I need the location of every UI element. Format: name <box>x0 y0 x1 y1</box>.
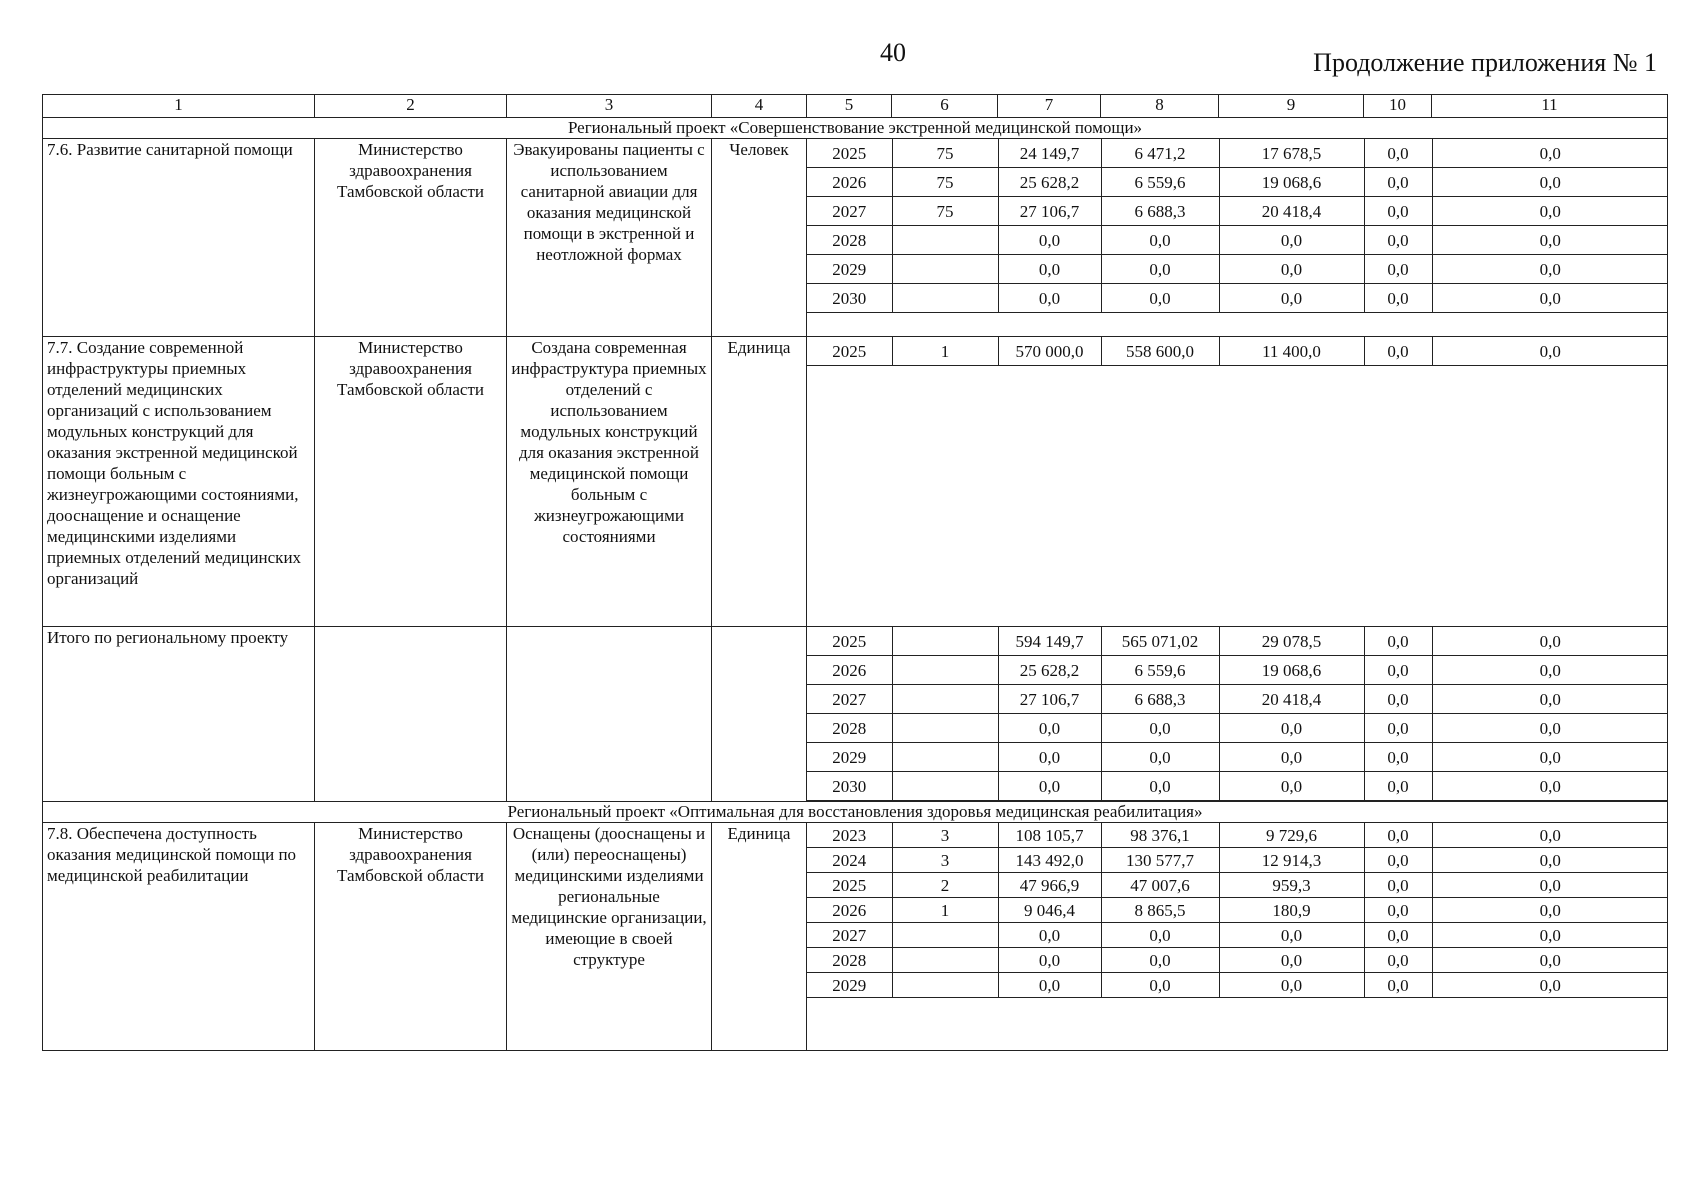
cell-c11: 0,0 <box>1432 139 1668 168</box>
cell-c7: 0,0 <box>998 973 1101 998</box>
year-row <box>807 627 1668 656</box>
cell-v: 3 <box>892 848 998 873</box>
cell-c7: 27 106,7 <box>998 197 1101 226</box>
row-ministry: Министерство здравоохранения Тамбовской области <box>315 337 507 627</box>
column-header: 4 <box>712 95 807 118</box>
cell-y: 2028 <box>807 948 892 973</box>
row-name: Итого по региональному проекту <box>43 627 315 802</box>
cell-c7: 0,0 <box>998 226 1101 255</box>
cell-v <box>892 255 998 284</box>
column-header: 7 <box>998 95 1101 118</box>
cell-v: 2 <box>892 873 998 898</box>
cell-c10: 0,0 <box>1364 255 1432 284</box>
cell-v <box>892 656 998 685</box>
cell-c8: 558 600,0 <box>1101 337 1219 366</box>
cell-c7: 0,0 <box>998 284 1101 313</box>
cell-c7: 594 149,7 <box>998 627 1101 656</box>
year-row <box>807 743 1668 772</box>
cell-c7: 25 628,2 <box>998 656 1101 685</box>
year-values <box>807 627 1668 802</box>
cell-y: 2028 <box>807 714 892 743</box>
cell-c7: 0,0 <box>998 772 1101 801</box>
year-values-table <box>807 139 1668 313</box>
column-header: 3 <box>507 95 712 118</box>
cell-c10: 0,0 <box>1364 627 1432 656</box>
year-row <box>807 284 1668 313</box>
year-row <box>807 337 1668 366</box>
cell-c10: 0,0 <box>1364 923 1432 948</box>
cell-y: 2025 <box>807 139 892 168</box>
year-row <box>807 255 1668 284</box>
column-header: 10 <box>1364 95 1432 118</box>
cell-c9: 20 418,4 <box>1219 685 1364 714</box>
year-row <box>807 923 1668 948</box>
cell-v: 1 <box>892 898 998 923</box>
cell-c10: 0,0 <box>1364 197 1432 226</box>
cell-c7: 0,0 <box>998 923 1101 948</box>
cell-c8: 6 688,3 <box>1101 685 1219 714</box>
cell-v <box>892 714 998 743</box>
year-row <box>807 168 1668 197</box>
cell-v <box>892 284 998 313</box>
cell-c9: 0,0 <box>1219 772 1364 801</box>
cell-c8: 6 559,6 <box>1101 168 1219 197</box>
cell-c8: 6 471,2 <box>1101 139 1219 168</box>
cell-c8: 0,0 <box>1101 923 1219 948</box>
cell-c10: 0,0 <box>1364 284 1432 313</box>
cell-c10: 0,0 <box>1364 848 1432 873</box>
cell-c10: 0,0 <box>1364 823 1432 848</box>
row-ministry: Министерство здравоохранения Тамбовской области <box>315 823 507 1051</box>
year-row <box>807 772 1668 801</box>
page-number: 40 <box>880 38 906 67</box>
year-values-table <box>807 627 1668 801</box>
year-values-table <box>807 337 1668 366</box>
cell-y: 2027 <box>807 197 892 226</box>
row-ministry: Министерство здравоохранения Тамбовской области <box>315 139 507 337</box>
year-row <box>807 226 1668 255</box>
cell-v: 3 <box>892 823 998 848</box>
section-header-row <box>43 118 1668 139</box>
cell-c11: 0,0 <box>1432 898 1668 923</box>
row-result <box>507 627 712 802</box>
section-header-row <box>43 802 1668 823</box>
cell-y: 2029 <box>807 255 892 284</box>
cell-y: 2025 <box>807 873 892 898</box>
cell-v <box>892 685 998 714</box>
annex-title: Продолжение приложения № 1 <box>1313 48 1657 77</box>
cell-c11: 0,0 <box>1432 284 1668 313</box>
cell-v: 75 <box>892 168 998 197</box>
cell-c9: 12 914,3 <box>1219 848 1364 873</box>
cell-c7: 9 046,4 <box>998 898 1101 923</box>
cell-c11: 0,0 <box>1432 226 1668 255</box>
year-row <box>807 139 1668 168</box>
section-title: Региональный проект «Совершенствование экстренной медицинской помощи» <box>43 118 1668 139</box>
cell-y: 2026 <box>807 168 892 197</box>
cell-c11: 0,0 <box>1432 255 1668 284</box>
column-header: 8 <box>1101 95 1219 118</box>
cell-c10: 0,0 <box>1364 772 1432 801</box>
column-header: 6 <box>892 95 998 118</box>
cell-c9: 0,0 <box>1219 743 1364 772</box>
cell-c9: 0,0 <box>1219 973 1364 998</box>
cell-c10: 0,0 <box>1364 168 1432 197</box>
year-row <box>807 898 1668 923</box>
program-table <box>42 94 1668 1051</box>
cell-c9: 11 400,0 <box>1219 337 1364 366</box>
cell-c8: 98 376,1 <box>1101 823 1219 848</box>
year-values-table <box>807 823 1668 998</box>
column-header: 2 <box>315 95 507 118</box>
row-name: 7.7. Создание современной инфраструктуры приемных отделений медицинских организаций с использованием модульных конструкций для оказания экстренной медицинской помощи больным с жизнеугрожающими состояниями, дооснащение и оснащение медицинскими изделиями приемных отделений медицинских организаций <box>43 337 315 627</box>
cell-c11: 0,0 <box>1432 714 1668 743</box>
year-row <box>807 685 1668 714</box>
year-row <box>807 197 1668 226</box>
cell-c8: 0,0 <box>1101 973 1219 998</box>
cell-c10: 0,0 <box>1364 898 1432 923</box>
header-row <box>43 95 1668 118</box>
row-ministry <box>315 627 507 802</box>
cell-c11: 0,0 <box>1432 823 1668 848</box>
year-values <box>807 139 1668 337</box>
cell-y: 2029 <box>807 973 892 998</box>
cell-c11: 0,0 <box>1432 772 1668 801</box>
cell-c8: 0,0 <box>1101 772 1219 801</box>
cell-v <box>892 627 998 656</box>
column-header: 11 <box>1432 95 1668 118</box>
cell-c11: 0,0 <box>1432 168 1668 197</box>
cell-c11: 0,0 <box>1432 948 1668 973</box>
cell-c9: 19 068,6 <box>1219 168 1364 197</box>
cell-v <box>892 923 998 948</box>
cell-c10: 0,0 <box>1364 685 1432 714</box>
cell-c9: 0,0 <box>1219 226 1364 255</box>
row-result: Эвакуированы пациенты с использованием санитарной авиации для оказания медицинской помощи в экстренной и неотложной формах <box>507 139 712 337</box>
year-row <box>807 823 1668 848</box>
cell-y: 2024 <box>807 848 892 873</box>
cell-c9: 0,0 <box>1219 284 1364 313</box>
cell-c7: 0,0 <box>998 948 1101 973</box>
year-row <box>807 656 1668 685</box>
cell-c9: 0,0 <box>1219 255 1364 284</box>
cell-c10: 0,0 <box>1364 873 1432 898</box>
cell-y: 2025 <box>807 627 892 656</box>
row-name: 7.8. Обеспечена доступность оказания медицинской помощи по медицинской реабилитации <box>43 823 315 1051</box>
cell-c7: 25 628,2 <box>998 168 1101 197</box>
cell-c11: 0,0 <box>1432 627 1668 656</box>
cell-c9: 959,3 <box>1219 873 1364 898</box>
year-values <box>807 823 1668 1051</box>
row-result: Оснащены (дооснащены и (или) переоснащены) медицинскими изделиями региональные медицинские организации, имеющие в своей структуре <box>507 823 712 1051</box>
cell-c11: 0,0 <box>1432 197 1668 226</box>
cell-c9: 0,0 <box>1219 714 1364 743</box>
cell-c9: 17 678,5 <box>1219 139 1364 168</box>
cell-y: 2027 <box>807 685 892 714</box>
cell-c8: 6 559,6 <box>1101 656 1219 685</box>
cell-c8: 0,0 <box>1101 743 1219 772</box>
cell-c9: 29 078,5 <box>1219 627 1364 656</box>
table-row <box>43 627 1668 802</box>
year-row <box>807 714 1668 743</box>
cell-c11: 0,0 <box>1432 848 1668 873</box>
cell-y: 2023 <box>807 823 892 848</box>
cell-c11: 0,0 <box>1432 685 1668 714</box>
cell-c9: 0,0 <box>1219 948 1364 973</box>
year-values <box>807 337 1668 627</box>
cell-v <box>892 743 998 772</box>
cell-c8: 0,0 <box>1101 714 1219 743</box>
cell-y: 2027 <box>807 923 892 948</box>
cell-y: 2026 <box>807 656 892 685</box>
cell-c7: 0,0 <box>998 743 1101 772</box>
cell-y: 2025 <box>807 337 892 366</box>
cell-c8: 47 007,6 <box>1101 873 1219 898</box>
cell-v <box>892 973 998 998</box>
cell-c10: 0,0 <box>1364 139 1432 168</box>
year-row <box>807 973 1668 998</box>
cell-c10: 0,0 <box>1364 743 1432 772</box>
row-unit: Единица <box>712 337 807 627</box>
cell-c9: 20 418,4 <box>1219 197 1364 226</box>
row-name: 7.6. Развитие санитарной помощи <box>43 139 315 337</box>
section-title: Региональный проект «Оптимальная для восстановления здоровья медицинская реабилитация» <box>43 802 1668 823</box>
cell-c9: 9 729,6 <box>1219 823 1364 848</box>
cell-v <box>892 772 998 801</box>
cell-v: 75 <box>892 197 998 226</box>
cell-c8: 0,0 <box>1101 284 1219 313</box>
cell-v <box>892 226 998 255</box>
row-unit: Человек <box>712 139 807 337</box>
cell-v: 1 <box>892 337 998 366</box>
cell-c8: 0,0 <box>1101 948 1219 973</box>
cell-c9: 0,0 <box>1219 923 1364 948</box>
cell-c9: 180,9 <box>1219 898 1364 923</box>
table-row <box>43 823 1668 1051</box>
cell-c9: 19 068,6 <box>1219 656 1364 685</box>
cell-c10: 0,0 <box>1364 714 1432 743</box>
cell-c7: 24 149,7 <box>998 139 1101 168</box>
cell-c7: 570 000,0 <box>998 337 1101 366</box>
cell-c7: 27 106,7 <box>998 685 1101 714</box>
cell-c10: 0,0 <box>1364 337 1432 366</box>
cell-v <box>892 948 998 973</box>
cell-v: 75 <box>892 139 998 168</box>
cell-c10: 0,0 <box>1364 948 1432 973</box>
year-row <box>807 948 1668 973</box>
cell-c11: 0,0 <box>1432 973 1668 998</box>
cell-c7: 108 105,7 <box>998 823 1101 848</box>
table-row <box>43 337 1668 627</box>
column-header: 5 <box>807 95 892 118</box>
cell-c11: 0,0 <box>1432 656 1668 685</box>
column-header: 1 <box>43 95 315 118</box>
cell-c7: 143 492,0 <box>998 848 1101 873</box>
cell-c7: 0,0 <box>998 714 1101 743</box>
table-row <box>43 139 1668 337</box>
cell-c8: 0,0 <box>1101 226 1219 255</box>
cell-c8: 565 071,02 <box>1101 627 1219 656</box>
cell-y: 2026 <box>807 898 892 923</box>
cell-c8: 0,0 <box>1101 255 1219 284</box>
year-row <box>807 873 1668 898</box>
year-row <box>807 848 1668 873</box>
cell-c10: 0,0 <box>1364 226 1432 255</box>
cell-c10: 0,0 <box>1364 973 1432 998</box>
cell-c11: 0,0 <box>1432 337 1668 366</box>
row-result: Создана современная инфраструктура приемных отделений с использованием модульных конструкций для оказания экстренной медицинской помощи больным с жизнеугрожающими состояниями <box>507 337 712 627</box>
cell-c11: 0,0 <box>1432 873 1668 898</box>
cell-c8: 8 865,5 <box>1101 898 1219 923</box>
row-unit <box>712 627 807 802</box>
cell-y: 2028 <box>807 226 892 255</box>
cell-c7: 47 966,9 <box>998 873 1101 898</box>
cell-c7: 0,0 <box>998 255 1101 284</box>
cell-y: 2029 <box>807 743 892 772</box>
cell-c11: 0,0 <box>1432 923 1668 948</box>
cell-c11: 0,0 <box>1432 743 1668 772</box>
cell-c10: 0,0 <box>1364 656 1432 685</box>
cell-c8: 130 577,7 <box>1101 848 1219 873</box>
row-unit: Единица <box>712 823 807 1051</box>
cell-y: 2030 <box>807 772 892 801</box>
column-header: 9 <box>1219 95 1364 118</box>
cell-c8: 6 688,3 <box>1101 197 1219 226</box>
cell-y: 2030 <box>807 284 892 313</box>
